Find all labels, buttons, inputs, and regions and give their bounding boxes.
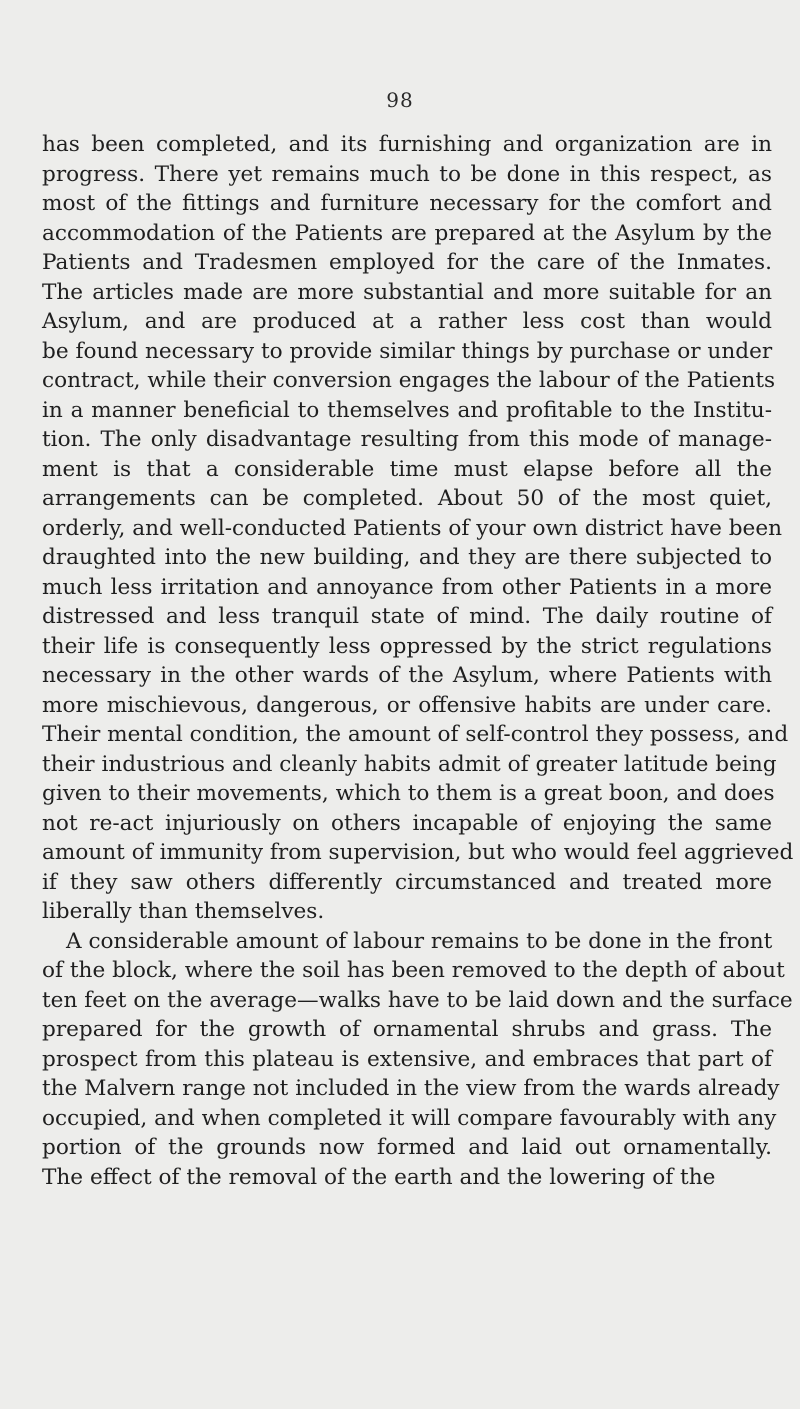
text-line: necessary in the other wards of the Asylum, where Patients with bbox=[42, 663, 772, 688]
text-line: prospect from this plateau is extensive, and embraces that part of bbox=[42, 1046, 772, 1072]
text-line: not re-act injuriously on others incapable of enjoying the same bbox=[42, 810, 772, 836]
text-line: The articles made are more substantial and more suitable for an bbox=[42, 279, 772, 305]
text-line: ment is that a considerable time must elapse before all the bbox=[42, 456, 772, 482]
text-line: be found necessary to provide similar things by purchase or under bbox=[42, 338, 773, 364]
text-line: if they saw others differently circumstanced and treated more bbox=[42, 869, 772, 895]
text-line: progress. There yet remains much to be done in this respect, as bbox=[42, 161, 772, 187]
text-line: orderly, and well-conducted Patients of your own district have been bbox=[42, 515, 783, 541]
text-line: Patients and Tradesmen employed for the care of the Inmates. bbox=[42, 250, 772, 275]
text-line: The effect of the removal of the earth and the lowering of the bbox=[42, 1164, 716, 1190]
text-line: given to their movements, which to them is a great boon, and does bbox=[42, 781, 775, 806]
text-line: arrangements can be completed. About 50 of the most quiet, bbox=[42, 486, 772, 511]
text-line: prepared for the growth of ornamental shrubs and grass. The bbox=[42, 1017, 772, 1042]
text-line: Asylum, and are produced at a rather less cost than would bbox=[42, 309, 772, 334]
text-line: amount of immunity from supervision, but who would feel aggrieved bbox=[42, 840, 794, 865]
text-line: their life is consequently less oppressed by the strict regulations bbox=[42, 633, 772, 659]
text-line: ten feet on the average—walks have to be laid down and the surface bbox=[42, 987, 793, 1013]
text-line: more mischievous, dangerous, or offensive habits are under care. bbox=[42, 692, 772, 718]
body-text bbox=[42, 130, 794, 1192]
text-line: A considerable amount of labour remains to be done in the front bbox=[66, 928, 773, 954]
text-line: occupied, and when completed it will compare favourably with any bbox=[42, 1105, 777, 1131]
text-line: accommodation of the Patients are prepared at the Asylum by the bbox=[42, 220, 772, 246]
text-line: portion of the grounds now formed and laid out ornamentally. bbox=[42, 1135, 772, 1160]
text-line: most of the fittings and furniture necessary for the comfort and bbox=[42, 191, 772, 216]
page-number: 98 bbox=[386, 88, 414, 112]
text-line: their industrious and cleanly habits admit of greater latitude being bbox=[42, 751, 777, 777]
text-line: the Malvern range not included in the view from the wards already bbox=[42, 1076, 780, 1101]
text-line: much less irritation and annoyance from other Patients in a more bbox=[42, 574, 772, 600]
text-line: of the block, where the soil has been removed to the depth of about bbox=[42, 958, 785, 983]
text-line: contract, while their conversion engages the labour of the Patients bbox=[42, 368, 776, 393]
text-line: Their mental condition, the amount of self-control they possess, and bbox=[42, 722, 789, 747]
text-line: has been completed, and its furnishing and organization are in bbox=[42, 132, 772, 157]
text-line: in a manner beneficial to themselves and profitable to the Institu- bbox=[42, 397, 772, 423]
text-line: liberally than themselves. bbox=[42, 899, 325, 924]
text-line: draughted into the new building, and they are there subjected to bbox=[42, 545, 772, 570]
text-line: distressed and less tranquil state of mind. The daily routine of bbox=[42, 604, 772, 629]
text-line: tion. The only disadvantage resulting from this mode of manage- bbox=[42, 427, 772, 452]
